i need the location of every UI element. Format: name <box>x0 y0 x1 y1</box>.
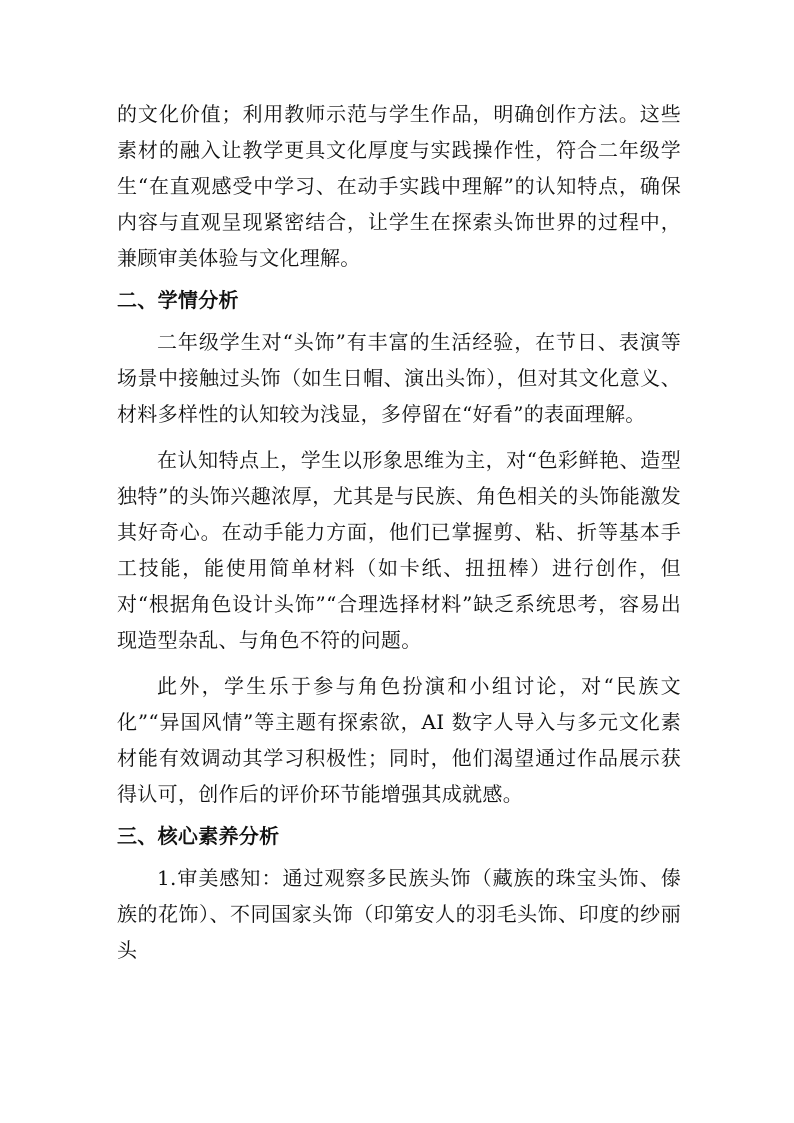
learner-analysis-paragraph-2: 在认知特点上，学生以形象思维为主，对“色彩鲜艳、造型独特”的头饰兴趣浓厚，尤其是与民族、角色相关的头饰能激发其好奇心。在动手能力方面，他们已掌握剪、粘、折等基本手工技能，能使用简单材料（如卡纸、扭扭棒）进行创作，但对“根据角色设计头饰”“合理选择材料”缺乏系统思考，容易出现造型杂乱、与角色不符的问题。 <box>117 448 681 652</box>
section-heading-learner-analysis: 二、学情分析 <box>117 288 239 312</box>
learner-analysis-paragraph-3: 此外，学生乐于参与角色扮演和小组讨论，对“民族文化”“异国风情”等主题有探索欲，AI 数字人导入与多元文化素材能有效调动其学习积极性；同时，他们渴望通过作品展示获得认可，创作后的评价环节能增强其成就感。 <box>117 674 681 806</box>
intro-paragraph: 的文化价值；利用教师示范与学生作品，明确创作方法。这些素材的融入让教学更具文化厚度与实践操作性，符合二年级学生“在直观感受中学习、在动手实践中理解”的认知特点，确保内容与直观呈现紧密结合，让学生在探索头饰世界的过程中，兼顾审美体验与文化理解。 <box>117 102 681 270</box>
core-literacy-paragraph-1: 1.审美感知：通过观察多民族头饰（藏族的珠宝头饰、傣族的花饰）、不同国家头饰（印第安人的羽毛头饰、印度的纱丽头 <box>117 866 681 962</box>
learner-analysis-paragraph-1: 二年级学生对“头饰”有丰富的生活经验，在节日、表演等场景中接触过头饰（如生日帽、演出头饰），但对其文化意义、材料多样性的认知较为浅显，多停留在“好看”的表面理解。 <box>117 330 681 426</box>
section-heading-core-literacy: 三、核心素养分析 <box>117 824 280 848</box>
document-body <box>117 96 681 968</box>
